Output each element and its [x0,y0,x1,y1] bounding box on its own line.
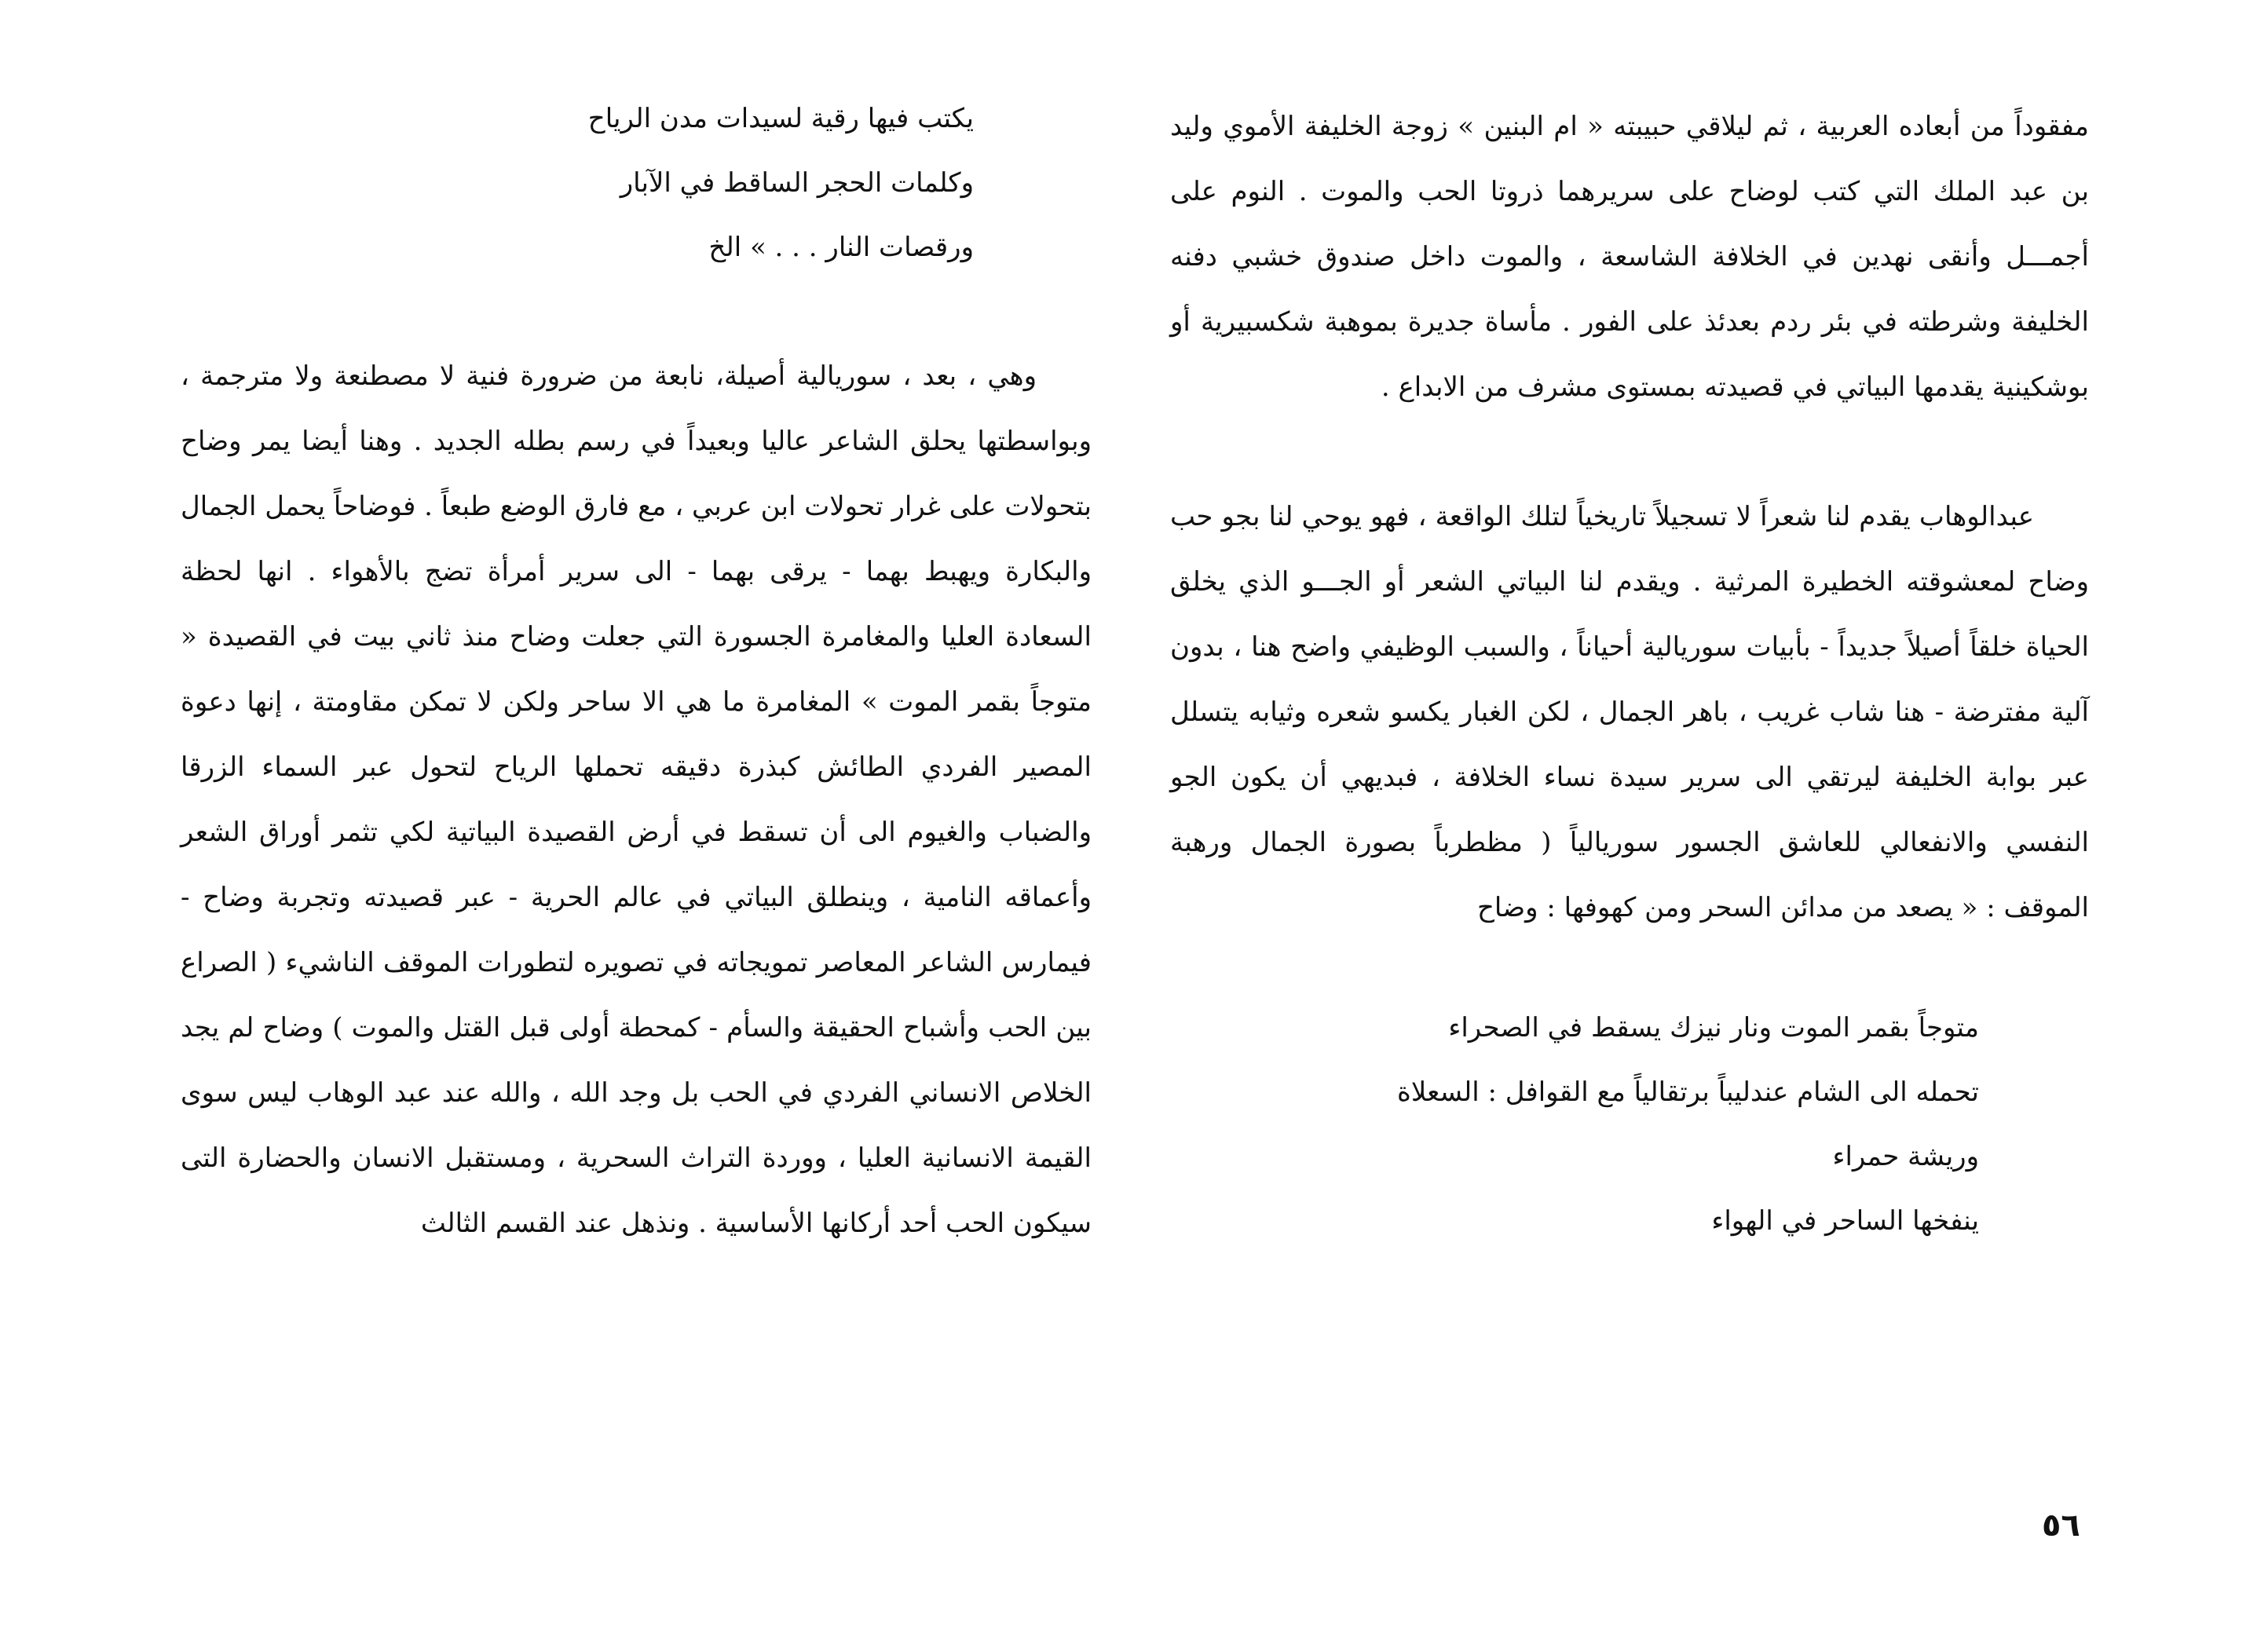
poem-excerpt-right [1170,996,2089,1253]
verse-line: يكتب فيها رقية لسيدات مدن الرياح [587,103,974,134]
left-page [181,86,1092,1562]
verse-line: ورقصات النار . . . » الخ [708,232,974,263]
verse-line: متوجاً بقمر الموت ونار نيزك يسقط في الصحراء [1448,1012,1979,1043]
paragraph-ummul-banin: مفقوداً من أبعاده العربية ، ثم ليلاقي حبيبته « ام البنين » زوجة الخليفة الأموي وليد بن عبد الملك التي كتب لوضاح على سريرهما ذروتا الحب والموت . النوم على أجمـــل وأنقى نهدين في الخلافة الشاسعة ، والموت داخل صندوق خشبي دفنه الخليفة وشرطته في بئر ردم بعدئذ على الفور . مأساة جديرة بموهبة شكسبيرية أو بوشكينية يقدمها البياتي في قصيدته بمستوى مشرف من الابداع . [1170,111,2089,403]
right-page [1170,94,2089,1570]
poem-excerpt-left [181,86,1092,280]
paragraph-abdulwahab: عبدالوهاب يقدم لنا شعراً لا تسجيلاً تاريخياً لتلك الواقعة ، فهو يوحي لنا بجو حب وضاح لمعشوقته الخطيرة المرثية . ويقدم لنا البياتي الشعر أو الجـــو الذي يخلق الحياة خلقاً أصيلاً جديداً - بأبيات سوريالية أحياناً ، والسبب الوظيفي واضح هنا ، بدون آلية مفترضة - هنا شاب غريب ، باهر الجمال ، لكن الغبار يكسو شعره وثيابه يتسلل عبر بوابة الخليفة ليرتقي الى سرير سيدة نساء الخلافة ، فبديهي أن يكون الجو النفسي والانفعالي للعاشق الجسور سوريالياً ( مظطرباً بصورة الجمال ورهبة الموقف : « يصعد من مدائن السحر ومن كهوفها : وضاح [1170,501,2089,923]
verse-line: ينفخها الساحر في الهواء [1711,1205,1979,1237]
paragraph-surrealism: وهي ، بعد ، سوريالية أصيلة، نابعة من ضرورة فنية لا مصطنعة ولا مترجمة ، وبواسطتها يحلق الشاعر عاليا وبعيداً في رسم بطله الجديد . وهنا أيضا يمر وضاح بتحولات على غرار تحولات ابن عربي ، مع فارق الوضع طبعاً . فوضاحاً يحمل الجمال والبكارة ويهبط بهما - يرقى بهما - الى سرير أمرأة تضج بالأهواء . انها لحظة السعادة العليا والمغامرة الجسورة التي جعلت وضاح منذ ثاني بيت في القصيدة « متوجاً بقمر الموت » المغامرة ما هي الا ساحر ولكن لا تمكن مقاومتة ، إنها دعوة المصير الفردي الطائش كبذرة دقيقه تحملها الرياح لتحول عبر السماء الزرقا والضباب والغيوم الى أن تسقط في أرض القصيدة البياتية لكي تثمر أوراق الشعر وأعماقه النامية ، وينطلق البياتي في عالم الحرية - عبر قصيدته وتجربة وضاح - فيمارس الشاعر المعاصر تمويجاته في تصويره لتطورات الموقف الناشيء ( الصراع بين الحب وأشباح الحقيقة والسأم - كمحطة أولى قبل القتل والموت ) وضاح لم يجد الخلاص الانساني الفردي في الحب بل وجد الله ، والله عند عبد الوهاب ليس سوى القيمة الانسانية العليا ، ووردة التراث السحرية ، ومستقبل الانسان والحضارة التى سيكون الحب أحد أركانها الأساسية . ونذهل عند القسم الثالث [181,360,1092,1239]
verse-line: وكلمات الحجر الساقط في الآبار [620,167,974,199]
verse-line: وريشة حمراء [1832,1141,1979,1172]
verse-line: تحمله الى الشام عندليباً برتقالياً مع القوافل : السعلاة [1397,1076,1979,1108]
page-number: ٥٦ [2042,1508,2080,1544]
